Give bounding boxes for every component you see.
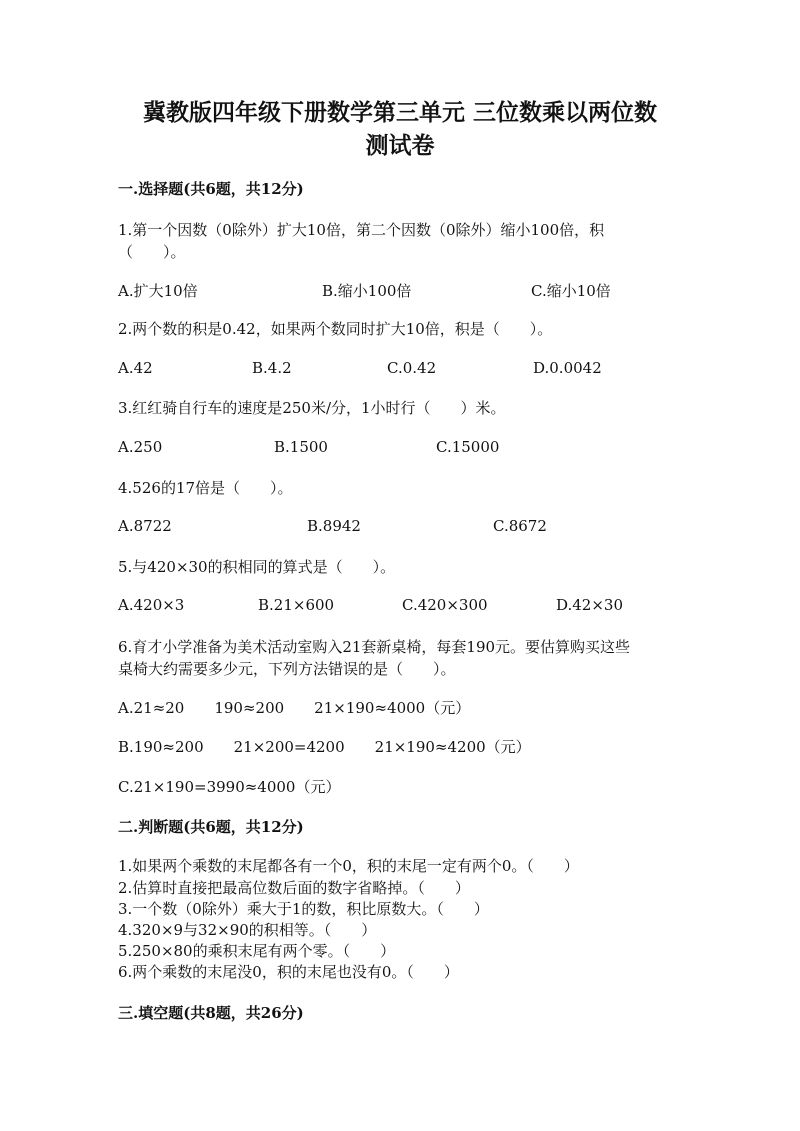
question-2-option-c: C.0.42: [387, 359, 437, 377]
question-3-option-b: B.1500: [274, 438, 328, 456]
question-4: 4.526的17倍是（ ）。: [118, 479, 293, 497]
question-6-line-2: 桌椅大约需要多少元，下列方法错误的是（ ）。: [118, 660, 456, 678]
question-5-option-d: D.42×30: [556, 596, 624, 614]
question-5-option-c: C.420×300: [402, 596, 488, 614]
question-4-option-b: B.8942: [307, 517, 361, 535]
question-2: 2.两个数的积是0.42，如果两个数同时扩大10倍，积是（ ）。: [118, 320, 553, 338]
question-1-line-1: 1.第一个因数（0除外）扩大10倍，第二个因数（0除外）缩小100倍，积: [118, 221, 605, 239]
title-line-2: 测试卷: [365, 132, 435, 159]
question-4-option-c: C.8672: [493, 517, 547, 535]
question-1-option-b: B.缩小100倍: [322, 282, 412, 300]
question-4-option-a: A.8722: [118, 517, 172, 535]
question-5-option-a: A.420×3: [118, 596, 185, 614]
question-3-option-c: C.15000: [436, 438, 500, 456]
judgement-item-4: 4.320×9与32×90的积相等。（ ）: [118, 921, 377, 939]
judgement-item-3: 3.一个数（0除外）乘大于1的数，积比原数大。（ ）: [118, 900, 489, 918]
question-5: 5.与420×30的积相同的算式是（ ）。: [118, 558, 396, 576]
judgement-item-1: 1.如果两个乘数的末尾都各有一个0，积的末尾一定有两个0。（ ）: [118, 857, 579, 875]
question-1-option-c: C.缩小10倍: [531, 282, 611, 300]
question-1-option-a: A.扩大10倍: [118, 282, 198, 300]
question-1-line-2: （ ）。: [118, 243, 186, 261]
judgement-item-6: 6.两个乘数的末尾没0，积的末尾也没有0。（ ）: [118, 963, 459, 981]
section-heading-choice: 一.选择题(共6题，共12分): [118, 180, 304, 198]
exam-title: [100, 96, 700, 162]
question-6-option-c: C.21×190=3990≈4000（元）: [118, 778, 341, 796]
question-2-option-d: D.0.0042: [533, 359, 602, 377]
section-heading-judgement: 二.判断题(共6题，共12分): [118, 818, 304, 836]
judgement-item-5: 5.250×80的乘积末尾有两个零。（ ）: [118, 942, 396, 960]
judgement-item-2: 2.估算时直接把最高位数后面的数字省略掉。（ ）: [118, 879, 470, 897]
question-6-option-b: B.190≈200 21×200=4200 21×190≈4200（元）: [118, 738, 531, 756]
question-3-option-a: A.250: [118, 438, 163, 456]
question-5-option-b: B.21×600: [258, 596, 335, 614]
question-3: 3.红红骑自行车的速度是250米/分，1小时行（ ）米。: [118, 399, 506, 417]
section-heading-fill-blank: 三.填空题(共8题，共26分): [118, 1004, 304, 1022]
question-2-option-a: A.42: [118, 359, 153, 377]
title-line-1: 冀教版四年级下册数学第三单元 三位数乘以两位数: [142, 99, 657, 126]
question-2-option-b: B.4.2: [252, 359, 292, 377]
question-6-line-1: 6.育才小学准备为美术活动室购入21套新桌椅，每套190元。要估算购买这些: [118, 638, 631, 656]
question-6-option-a: A.21≈20 190≈200 21×190≈4000（元）: [118, 699, 471, 717]
